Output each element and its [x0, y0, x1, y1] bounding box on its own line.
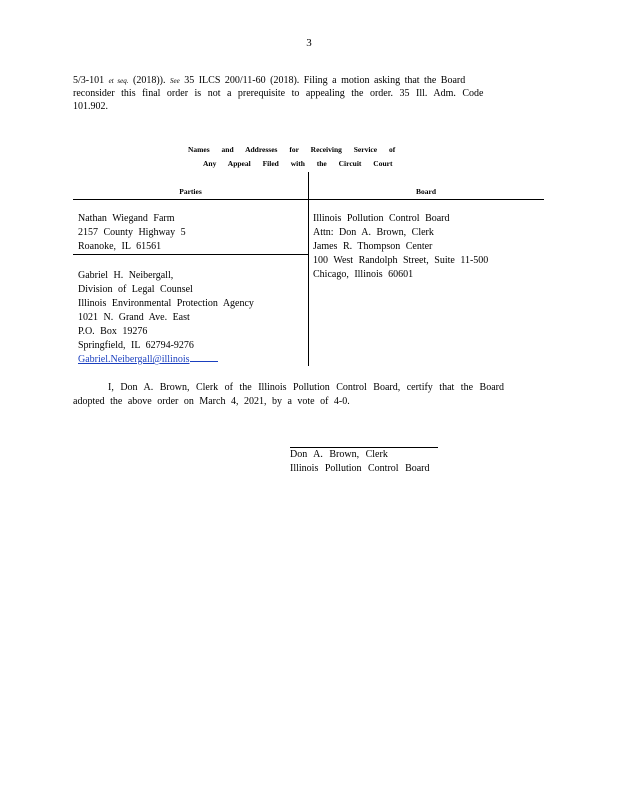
address-line: Springfield, IL 62794-9276: [78, 340, 194, 351]
signature-org: Illinois Pollution Control Board: [290, 463, 430, 474]
address-line: Illinois Pollution Control Board: [313, 213, 450, 224]
table-title-line-2: Any Appeal Filed with the Circuit Court: [203, 159, 393, 168]
address-line: Division of Legal Counsel: [78, 284, 193, 295]
party-address-neibergall: [78, 269, 254, 367]
table-title-line-1: Names and Addresses for Receiving Service of: [188, 145, 396, 154]
board-address: [313, 212, 488, 282]
certification-line-2: adopted the above order on March 4, 2021, by a vote of 4-0.: [73, 396, 350, 407]
signature-name: Don A. Brown, Clerk: [290, 449, 388, 460]
table-center-divider: [308, 172, 309, 366]
intro-italic: See: [170, 77, 180, 85]
address-line: Roanoke, IL 61561: [78, 241, 162, 252]
page-number: 3: [306, 37, 312, 49]
parties-row-divider: [73, 254, 308, 255]
address-line: 100 West Randolph Street, Suite 11-500: [313, 255, 489, 266]
address-line: Gabriel H. Neibergall,: [78, 270, 174, 281]
intro-text: (2018)).: [133, 75, 166, 86]
email-link-tail: [190, 361, 218, 362]
party-address-wiegand: [78, 212, 186, 254]
board-column-header: Board: [415, 187, 436, 196]
address-line: Nathan Wiegand Farm: [78, 213, 175, 224]
table-header-rule: [73, 199, 544, 200]
email-link[interactable]: Gabriel.Neibergall@illinois: [78, 354, 190, 365]
address-line: Illinois Environmental Protection Agency: [78, 298, 254, 309]
address-line: 1021 N. Grand Ave. East: [78, 312, 190, 323]
address-line: Chicago, Illinois 60601: [313, 269, 414, 280]
intro-line-2: reconsider this final order is not a prerequisite to appealing the order. 35 Ill. Adm. Code: [73, 88, 484, 99]
intro-text: 35 ILCS 200/11-60 (2018). Filing a motion asking that the Board: [184, 75, 466, 86]
address-line: James R. Thompson Center: [313, 241, 433, 252]
intro-line-3: 101.902.: [73, 101, 108, 112]
certification-line-1: I, Don A. Brown, Clerk of the Illinois Pollution Control Board, certify that the Board: [108, 382, 504, 393]
address-line: Attn: Don A. Brown, Clerk: [313, 227, 434, 238]
parties-column-header: Parties: [179, 187, 202, 196]
address-line: 2157 County Highway 5: [78, 227, 186, 238]
intro-text: 5/3-101: [73, 75, 105, 86]
intro-italic: et seq.: [108, 77, 129, 85]
intro-line-1: [73, 74, 465, 88]
address-line: P.O. Box 19276: [78, 326, 148, 337]
